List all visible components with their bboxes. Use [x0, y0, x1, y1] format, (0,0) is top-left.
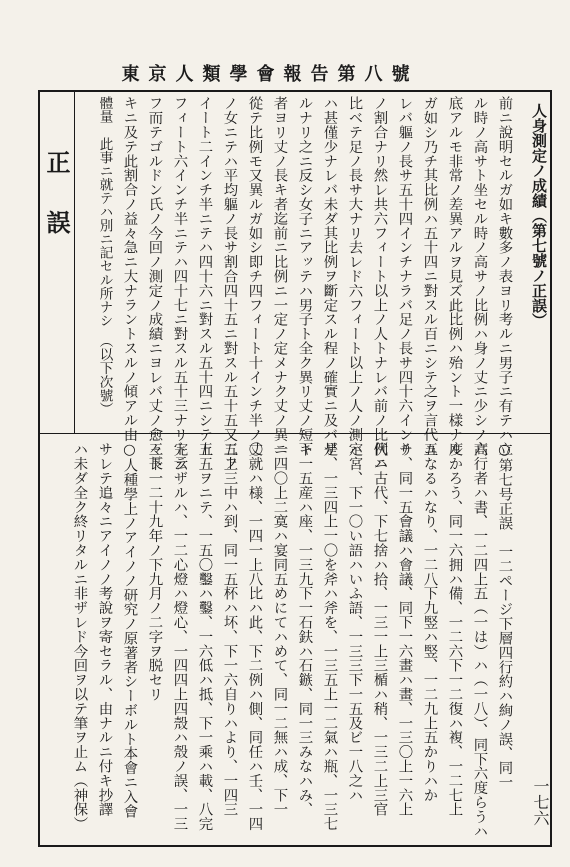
lower-text-column: 完ラザルハ、一二心燈ハ燈心、一四四上四殼ハ殼ノ誤、一三 [171, 442, 188, 831]
lower-text-column: 是、一三四上一〇を斧ハ斧を、一三五上一二氣ハ瓶、一三七 [321, 442, 338, 831]
lower-text-column: ○人種學上ノアイノノ研究ノ原著者シーボルト本會ニ入會 [121, 442, 138, 818]
lower-text-column: ハ宮、下一〇い語ハいふ語、一三三下一五及ビ一八之ハ [346, 442, 363, 802]
lower-text-column: 〇就ハ様、一四一上八比ハ此、下二例ハ側、同任ハ壬、一四 [246, 442, 263, 831]
lower-text-column: 六行者ハ書、一二四上五（一は）ハ（一八）、同下六度らうハ [471, 442, 488, 838]
upper-text-column: ハ甚僅少ナレバ未ダ其比例ヲ斷定スル程ノ確實ニ及バザ [321, 96, 338, 456]
upper-text-column: 前ニ說明セルガ如キ數多ノ表ヨリ考ルニ男子ニ有テハ立 [496, 96, 513, 456]
upper-text-column: 者ヨリ丈ノ長キ者迄前ニ比例ニ一定ノ定メナク丈ノ異ニ [271, 96, 288, 456]
upper-text-column: 底アルモ非常ノ差異アルヲ見ズ此比例ハ殆ント一樣ナル [446, 96, 463, 456]
lower-text-column: ハ未ダ全ク終リタルニ非ザレド今回ヲ以テ筆ヲ止ム（神保） [71, 442, 88, 831]
upper-text-column: レバ軀ノ長サ五十四インチナラバ足ノ長サ四十六インチ [396, 96, 413, 456]
lower-text-column: 二上三中ハ到、同一五杯ハ坏、下一六自りハより、一四三 [221, 442, 238, 817]
lower-text-column: 下一五産ハ座、一三九下一石鈇ハ石鏃、同一三みなハみ、 [296, 442, 313, 817]
lower-text-column: 代ハ古代、下七捨ハ拾、一三一上三楯ハ稍、一三二上三官 [371, 442, 388, 817]
upper-text-column: ルナリ之ニ反シ女子ニアッテハ男子ト全ク異リ丈ノ短キ [296, 96, 313, 456]
lower-text-column: 上五ヲニテ、一五〇鑿ハ鑿、一六低ハ抵、下一乘ハ載、八完 [196, 442, 213, 831]
upper-text-column: ル時ノ高サト坐セル時ノ高サノ比例ハ身ノ丈ニ少シノ高 [471, 96, 488, 456]
upper-text-column: ノ割合ナリ然レ共六フィート以上ノ人トナレバ前ノ比例ニ [371, 96, 388, 471]
article-title: 人身測定ノ成績（第七號ノ正誤） [530, 103, 548, 328]
upper-text-column: 體量 此事ニ就テハ別ニ記セル所ナシ （以下次號） [96, 96, 113, 416]
errata-divider [74, 90, 75, 433]
upper-text-column: 從テ比例モ又異ルガ如シ即チ四フィート十インチ半ノ丈 [246, 96, 263, 456]
lower-text-column: り、同一五會議ハ會議、同下一六畫ハ畫、一三〇上一六上 [396, 442, 413, 817]
errata-label: 正誤 [42, 150, 71, 270]
upper-text-column: イート二インチ半ニテハ四十六ニ對スル五十四ニシテ五 [196, 96, 213, 456]
journal-header: 東京人類學會報告第八號 [121, 64, 419, 85]
upper-text-column: 比ベテ足ノ長サ大ナリ去レド六フィート以上ノ人ノ測定 [346, 96, 363, 456]
upper-text-column: フィート六インチ半ニテハ四十七ニ對スル五十三ナリト云 [171, 96, 188, 471]
lower-text-column: ○第七号正誤 一二ページ下層四行約ハ絢ノ誤、同一 [496, 442, 513, 790]
upper-text-column: ノ女ニテハ平均軀ノ長サ割合四十五ニ對スル五十五又五フ [221, 96, 238, 471]
upper-text-column: ガ如シ乃チ其比例ハ五十四ニ對スル百ニシテ之ヲ言代ユ [421, 96, 438, 456]
lower-text-column: 三下一二十九年ノ下九月ノ二字ヲ脱セリ [146, 442, 163, 702]
lower-text-column: サレテ追々ニアイノノ考說ヲ寄セラル、由ナルニ付キ抄譯 [96, 442, 113, 817]
upper-text-column: キニ及テ此割合ノ益々急ニ大ナラントスルノ傾アル由 [121, 96, 138, 442]
lower-text-column: 度かろう、同一六拥ハ備、一二六下一二復ハ複、一二七上 [446, 442, 463, 817]
lower-text-column: 一四〇上二寞ハ宴同五めにてハめて、同一二無ハ成、下一 [271, 442, 288, 817]
page-number: 一七六 [531, 778, 550, 826]
upper-text-column: フ而テゴルドン氏ノ今回ノ測定ノ成績ニヨレバ丈ノ愈々長 [146, 96, 163, 471]
lower-text-column: 五なるハなり、一二八下九竪ハ竪、一二九上五かりハか [421, 442, 438, 802]
